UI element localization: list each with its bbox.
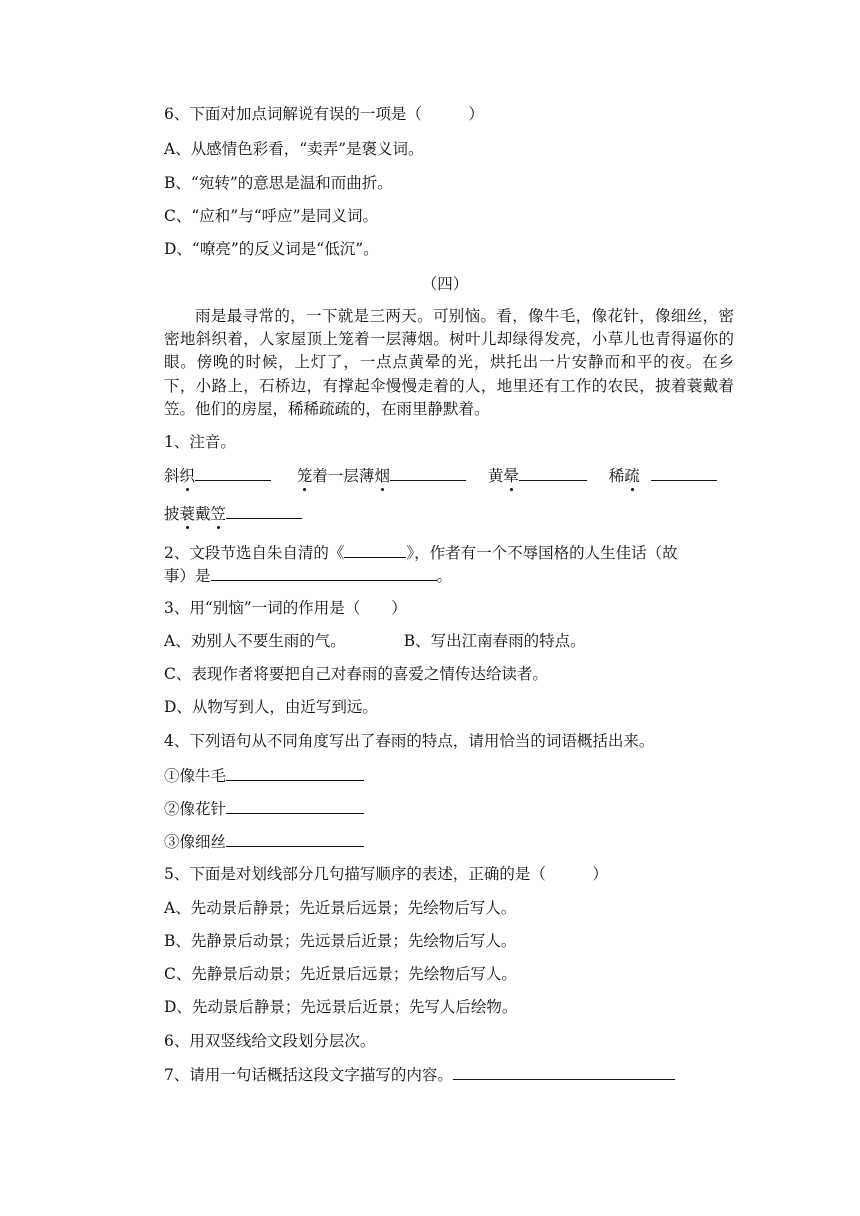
q4-item-3: ③像细丝 — [164, 831, 364, 852]
q4-stem: 4、下列语句从不同角度写出了春雨的特点，请用恰当的词语概括出来。 — [164, 732, 655, 750]
q3-option-b: B、写出江南春雨的特点。 — [403, 632, 586, 650]
q3-options-ab — [164, 631, 586, 651]
q7-line — [164, 1064, 675, 1085]
q5-option-c: C、先静景后动景；先近景后远景；先绘物后写人。 — [164, 965, 517, 983]
section-title: （四） — [421, 275, 469, 293]
q1-pinyin-row-2 — [164, 503, 302, 524]
answer-blank-q4-2[interactable] — [226, 798, 364, 814]
answer-blank-q4-3[interactable] — [226, 831, 364, 847]
q2-line-1: 2、文段节选自朱自清的《 》，作者有一个不辱国格的人生佳话（故 — [164, 544, 678, 562]
word-huangyun: 黄晕 — [487, 467, 519, 485]
word-xishu: 稀疏 — [608, 467, 640, 485]
q6-option-c: C、“应和”与“呼应”是同义词。 — [164, 207, 379, 225]
answer-blank-q4-1[interactable] — [226, 765, 364, 781]
q5-stem: 5、下面是对划线部分几句描写顺序的表述，正确的是（ ） — [164, 865, 608, 883]
q1-pinyin-row-1 — [164, 465, 717, 486]
answer-blank-story[interactable] — [211, 565, 437, 581]
q6-option-b: B、“宛转”的意思是温和而曲折。 — [164, 174, 393, 192]
q5-option-d: D、先动景后静景；先远景后近景；先写人后绘物。 — [164, 998, 518, 1016]
passage-text: 雨是最寻常的，一下就是三两天。可别恼。看，像牛毛，像花针，像细丝，密密地斜织着，人家屋顶上笼着一层薄烟。树叶儿却绿得发亮，小草儿也青得逼你的眼。傍晚的时候，上灯了，一点点黄晕的光，烘托出一片安静而和平的夜。在乡下，小路上，石桥边，有撑起伞慢慢走着的人，地里还有工作的农民，披着蓑戴着笠。他们的房屋，稀稀疏疏的，在雨里静默着。 — [164, 307, 734, 418]
q1-stem: 1、注音。 — [164, 433, 236, 451]
answer-blank-q7[interactable] — [453, 1064, 675, 1080]
answer-blank-4[interactable] — [651, 465, 717, 481]
word-xiezhi: 斜织 — [164, 467, 196, 485]
word-long: 笼着一层薄烟 — [296, 467, 390, 485]
q5-option-b: B、先静景后动景；先远景后近景；先绘物后写人。 — [164, 932, 517, 950]
q4-item-2: ②像花针 — [164, 798, 364, 819]
q6-option-d: D、“嘹亮”的反义词是“低沉”。 — [164, 240, 379, 258]
q6-option-a: A、从感情色彩看，“卖弄”是褒义词。 — [164, 140, 424, 158]
q5-option-a: A、先动景后静景；先近景后远景；先绘物后写人。 — [164, 899, 517, 917]
answer-blank-1[interactable] — [195, 465, 271, 481]
word-suoli: 披蓑戴笠 — [164, 505, 227, 523]
answer-blank-book[interactable] — [344, 542, 406, 558]
answer-blank-5[interactable] — [226, 503, 302, 519]
q3-option-c: C、表现作者将要把自己对春雨的喜爱之情传达给读者。 — [164, 665, 548, 683]
q6-layers-stem: 6、用双竖线给文段划分层次。 — [164, 1032, 376, 1050]
answer-blank-3[interactable] — [519, 465, 587, 481]
q6-stem: 6、下面对加点词解说有误的一项是（ ） — [164, 105, 484, 123]
q3-option-d: D、从物写到人，由近写到远。 — [164, 698, 378, 716]
q7-stem: 7、请用一句话概括这段文字描写的内容。 — [164, 1066, 453, 1084]
answer-blank-2[interactable] — [390, 465, 466, 481]
q4-item-1: ①像牛毛 — [164, 765, 364, 786]
q3-option-a: A、劝别人不要生雨的气。 — [164, 632, 346, 650]
q3-stem: 3、用“别恼”一词的作用是（ ） — [164, 599, 407, 617]
q2-line-2: 事）是 。 — [164, 567, 453, 585]
